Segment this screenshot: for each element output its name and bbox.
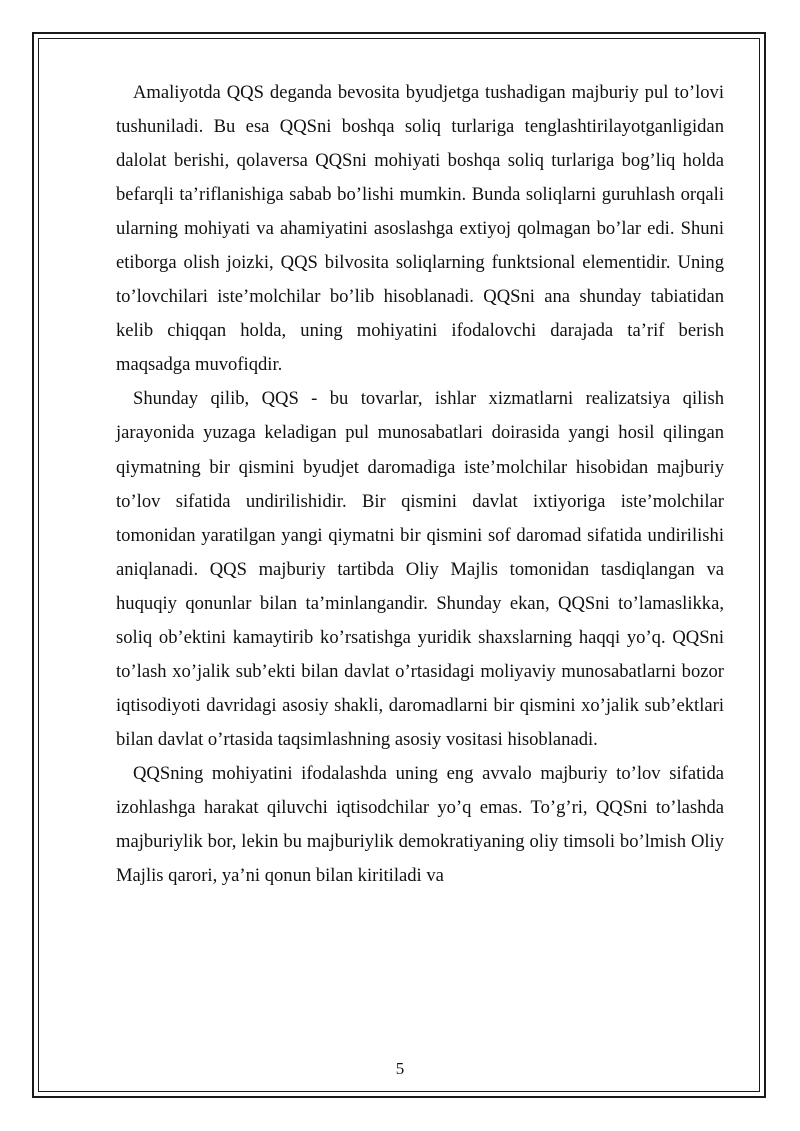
page-number: 5 <box>395 1059 405 1078</box>
paragraph-1: Amaliyotda QQS deganda bevosita byudjetga tushadigan majburiy pul to’lovi tushuniladi. Bu esa QQSni boshqa soliq turlariga tenglashtirilayotganligidan dalolat berishi, qolaversa QQSni mohiyati boshqa soliq turlariga bog’liq holda befarqli ta’riflanishiga sabab bo’lishi mumkin. Bunda soliqlarni guruhlash orqali ularning mohiyati va ahamiyatini asoslashga extiyoj qolmagan bo’lar edi. Shuni etiborga olish joizki, QQS bilvosita soliqlarning funktsional elementidir. Uning to’lovchilari iste’molchilar bo’lib hisoblanadi. QQSni ana shunday tabiatidan kelib chiqqan holda, uning mohiyatini ifodalovchi darajada ta’rif berish maqsadga muvofiqdir. <box>116 82 724 376</box>
paragraph-2: Shunday qilib, QQS - bu tovarlar, ishlar xizmatlarni realizatsiya qilish jarayonida yuzaga keladigan pul munosabatlari doirasida yangi hosil qilingan qiymatning bir qismini byudjet daromadiga iste’molchilar hisobidan majburiy to’lov sifatida undirilishidir. Bir qismini davlat ixtiyoriga iste’molchilar tomonidan yaratilgan yangi qiymatni bir qismini sof daromad sifatida undirilishi aniqlanadi. QQS majburiy tartibda Oliy Majlis tomonidan tasdiqlangan va huquqiy qonunlar bilan ta’minlangandir. Shunday ekan, QQSni to’lamaslikka, soliq ob’ektini kamaytirib ko’rsatishga yuridik shaxslarning haqqi yo’q. QQSni to’lash xo’jalik sub’ekti bilan davlat o’rtasidagi moliyaviy munosabatlarni bozor iqtisodiyoti davridagi asosiy shakli, daromadlarni bir qismini xo’jalik sub’ektlari bilan davlat o’rtasida taqsimlashning asosiy vositasi hisoblanadi. <box>116 388 724 750</box>
document-body <box>116 76 724 893</box>
paragraph-3: QQSning mohiyatini ifodalashda uning eng avvalo majburiy to’lov sifatida izohlashga harakat qiluvchi iqtisodchilar yo’q emas. To’g’ri, QQSni to’lashda majburiylik bor, lekin bu majburiylik demokratiyaning oliy timsoli bo’lmish Oliy Majlis qarori, ya’ni qonun bilan kiritiladi va <box>116 762 724 887</box>
